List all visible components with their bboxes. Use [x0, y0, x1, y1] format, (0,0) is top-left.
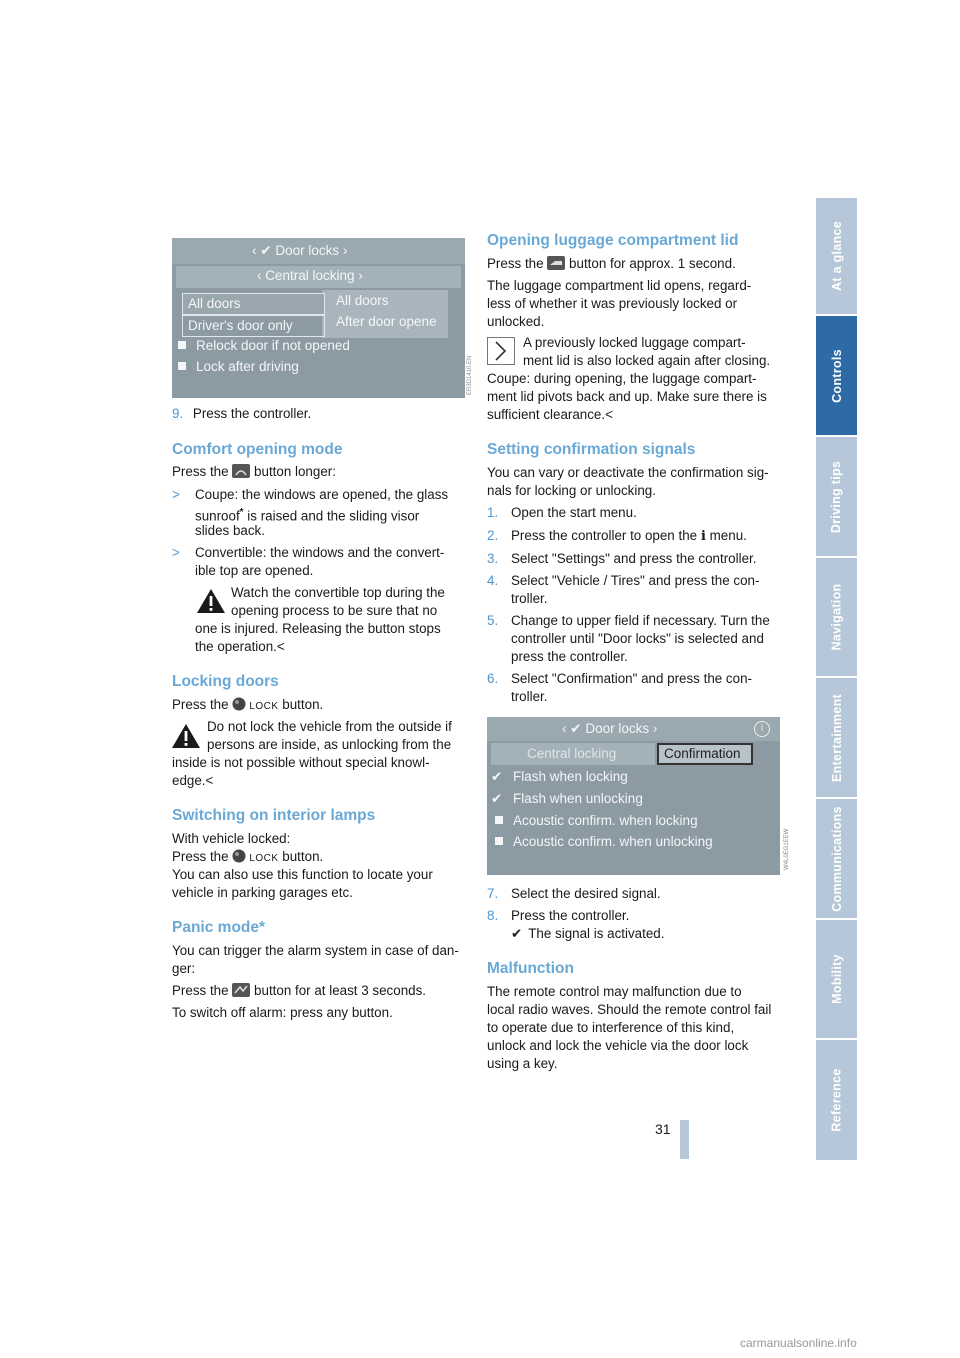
step-8-sub: ✔ The signal is activated.	[511, 926, 665, 941]
checkbox-icon	[495, 816, 503, 824]
relock-option[interactable]: Relock door if not opened	[178, 338, 350, 353]
bullet-coupe-line2: sunroof* is raised and the sliding visor	[195, 507, 420, 524]
side-tab-label: Entertainment	[829, 693, 844, 782]
checkbox-icon	[178, 341, 186, 349]
step-6: 6.	[487, 671, 499, 686]
side-tab-entertainment[interactable]	[816, 678, 857, 797]
side-tab-label: Mobility	[829, 954, 844, 1004]
step-9: 9. Press the controller.	[172, 406, 312, 421]
note-arrow-icon	[487, 337, 515, 365]
key-remote-open-icon	[232, 464, 250, 483]
lamps-line1: With vehicle locked:	[172, 831, 291, 846]
page-number: 31	[655, 1121, 671, 1137]
right-all-doors-label: All doors	[336, 293, 389, 308]
comfort-heading: Comfort opening mode	[172, 441, 343, 458]
warning-1-line3: one is injured. Releasing the button stops	[195, 621, 441, 636]
locking-heading: Locking doors	[172, 673, 279, 690]
check-car-icon: ✔	[511, 926, 523, 941]
conf-line1: You can vary or deactivate the confirmation sig-	[487, 465, 769, 480]
warning-1-line4: the operation.<	[195, 639, 285, 654]
step-2-text: Press the controller to open the i menu.	[511, 528, 747, 544]
bullet-convertible: >	[172, 545, 180, 560]
page-number-bar	[680, 1120, 689, 1159]
luggage-heading: Opening luggage compartment lid	[487, 232, 739, 249]
side-tab-navigation[interactable]	[816, 558, 857, 676]
lamps-line3: You can also use this function to locate your	[172, 867, 433, 882]
note-line5: sufficient clearance.<	[487, 407, 613, 422]
screen-title: ‹ ✔ Door locks ›	[252, 243, 348, 258]
panic-line2: ger:	[172, 961, 196, 976]
side-tab-controls[interactable]	[816, 316, 857, 435]
step-7: 7.	[487, 886, 499, 901]
warning-2-line1: Do not lock the vehicle from the outside if	[207, 719, 452, 734]
comfort-intro: Press the button longer:	[172, 463, 336, 483]
step-3: 3.	[487, 551, 499, 566]
warning-icon	[196, 588, 226, 614]
acoustic-locking-option[interactable]: Acoustic confirm. when locking	[495, 813, 698, 828]
malfunction-heading: Malfunction	[487, 960, 574, 977]
luggage-line1: Press the button for approx. 1 second.	[487, 255, 736, 275]
malf-line1: The remote control may malfunction due to	[487, 984, 742, 999]
bullet-coupe-line3: slides back.	[195, 523, 265, 538]
figure-code: W4L0EG1EEW	[784, 828, 790, 870]
luggage-line2: The luggage compartment lid opens, regard-	[487, 278, 752, 293]
info-i-icon: i	[700, 528, 706, 544]
step-8-text: Press the controller.	[511, 908, 630, 923]
malf-line2: local radio waves. Should the remote control fail	[487, 1002, 772, 1017]
note-line1: A previously locked luggage compart-	[523, 335, 746, 350]
warning-icon	[171, 723, 201, 749]
bullet-coupe-line1: Coupe: the windows are opened, the glass	[195, 487, 449, 502]
step-4-line1: Select "Vehicle / Tires" and press the con-	[511, 573, 760, 588]
side-tab-label: Driving tips	[829, 460, 844, 533]
malf-line5: using a key.	[487, 1056, 558, 1071]
side-tab-label: Reference	[829, 1068, 844, 1132]
panic-line4: To switch off alarm: press any button.	[172, 1005, 393, 1020]
trunk-button-icon	[547, 256, 565, 275]
checkmark-icon: ✔	[491, 769, 503, 784]
door-locks-screen-figure	[172, 238, 465, 398]
side-tab-reference[interactable]	[816, 1040, 857, 1160]
panic-line1: You can trigger the alarm system in case of dan-	[172, 943, 459, 958]
drivers-door-only-label: Driver's door only	[188, 318, 293, 333]
locking-text: Press the LOCK button.	[172, 696, 323, 716]
warning-1-line1: Watch the convertible top during the	[231, 585, 445, 600]
confirmation-screen-figure	[487, 717, 780, 875]
check-car-icon: ✔	[260, 243, 272, 258]
malf-line3: to operate due to interference of this kind,	[487, 1020, 735, 1035]
step-7-text: Select the desired signal.	[511, 886, 661, 901]
side-tab-at-a-glance[interactable]	[816, 198, 857, 314]
flash-when-locking-option[interactable]: ✔ Flash when locking	[491, 769, 628, 784]
checkbox-icon	[495, 837, 503, 845]
check-car-icon: ✔	[570, 721, 582, 736]
checkmark-icon: ✔	[491, 791, 503, 806]
note-line4: ment lid pivots back and up. Make sure there is	[487, 389, 767, 404]
bullet-convertible-line2: ible top are opened.	[195, 563, 314, 578]
checkbox-icon	[178, 362, 186, 370]
note-line2: ment lid is also locked again after closing.	[523, 353, 771, 368]
lamps-line2: Press the LOCK button.	[172, 848, 323, 868]
warning-1-line2: opening process to be sure that no	[231, 603, 438, 618]
screen-subtitle: ‹ Central locking ›	[257, 268, 363, 283]
screen-title: ‹ ✔ Door locks ›	[562, 721, 658, 736]
lamps-line4: vehicle in parking garages etc.	[172, 885, 353, 900]
footer-site[interactable]: carmanualsonline.info	[740, 1336, 857, 1350]
side-tab-communications[interactable]	[816, 799, 857, 918]
right-after-door-label: After door opene	[336, 314, 437, 329]
step-4-line2: troller.	[511, 591, 548, 606]
all-doors-label: All doors	[188, 296, 241, 311]
luggage-line4: unlocked.	[487, 314, 545, 329]
step-1: 1.	[487, 505, 499, 520]
bullet-convertible-line1: Convertible: the windows and the convert-	[195, 545, 445, 560]
acoustic-unlocking-option[interactable]: Acoustic confirm. when unlocking	[495, 834, 713, 849]
side-tab-label: Communications	[829, 805, 844, 912]
side-tab-mobility[interactable]	[816, 920, 857, 1038]
step-3-text: Select "Settings" and press the controller.	[511, 551, 757, 566]
side-tab-driving-tips[interactable]	[816, 437, 857, 556]
luggage-line3: less of whether it was previously locked or	[487, 296, 738, 311]
step-5-line3: press the controller.	[511, 649, 628, 664]
warning-2-line3: inside is not possible without special knowl-	[172, 755, 430, 770]
step-6-line1: Select "Confirmation" and press the con-	[511, 671, 752, 686]
side-tab-label: Navigation	[829, 583, 844, 651]
confirmation-heading: Setting confirmation signals	[487, 441, 696, 458]
side-tab-label: Controls	[829, 348, 844, 403]
panic-line3: Press the button for at least 3 seconds.	[172, 982, 426, 1002]
lock-button-icon	[232, 697, 246, 716]
bullet-coupe: >	[172, 487, 180, 502]
step-8: 8.	[487, 908, 499, 923]
step-5: 5.	[487, 613, 499, 628]
warning-2-line2: persons are inside, as unlocking from the	[207, 737, 452, 752]
side-tab-label: At a glance	[829, 221, 844, 291]
step-1-text: Open the start menu.	[511, 505, 637, 520]
lamps-heading: Switching on interior lamps	[172, 807, 376, 824]
panic-heading: Panic mode*	[172, 919, 266, 936]
step-5-line2: controller until "Door locks" is selected and	[511, 631, 764, 646]
conf-line2: nals for locking or unlocking.	[487, 483, 656, 498]
note-line3: Coupe: during opening, the luggage compart-	[487, 371, 757, 386]
lock-after-driving-option[interactable]: Lock after driving	[178, 359, 299, 374]
figure-code: ER3D1410.EN	[467, 355, 473, 395]
step-4: 4.	[487, 573, 499, 588]
step-2: 2.	[487, 528, 499, 543]
malf-line4: unlock and lock the vehicle via the door lock	[487, 1038, 749, 1053]
central-locking-tab-label: Central locking	[527, 746, 617, 761]
step-6-line2: troller.	[511, 689, 548, 704]
step-5-line1: Change to upper field if necessary. Turn the	[511, 613, 770, 628]
warning-2-line4: edge.<	[172, 773, 214, 788]
confirmation-tab-label: Confirmation	[664, 746, 741, 761]
panic-button-icon	[232, 983, 250, 1002]
flash-when-unlocking-option[interactable]: ✔ Flash when unlocking	[491, 791, 643, 806]
info-circle-icon: i	[754, 721, 770, 737]
